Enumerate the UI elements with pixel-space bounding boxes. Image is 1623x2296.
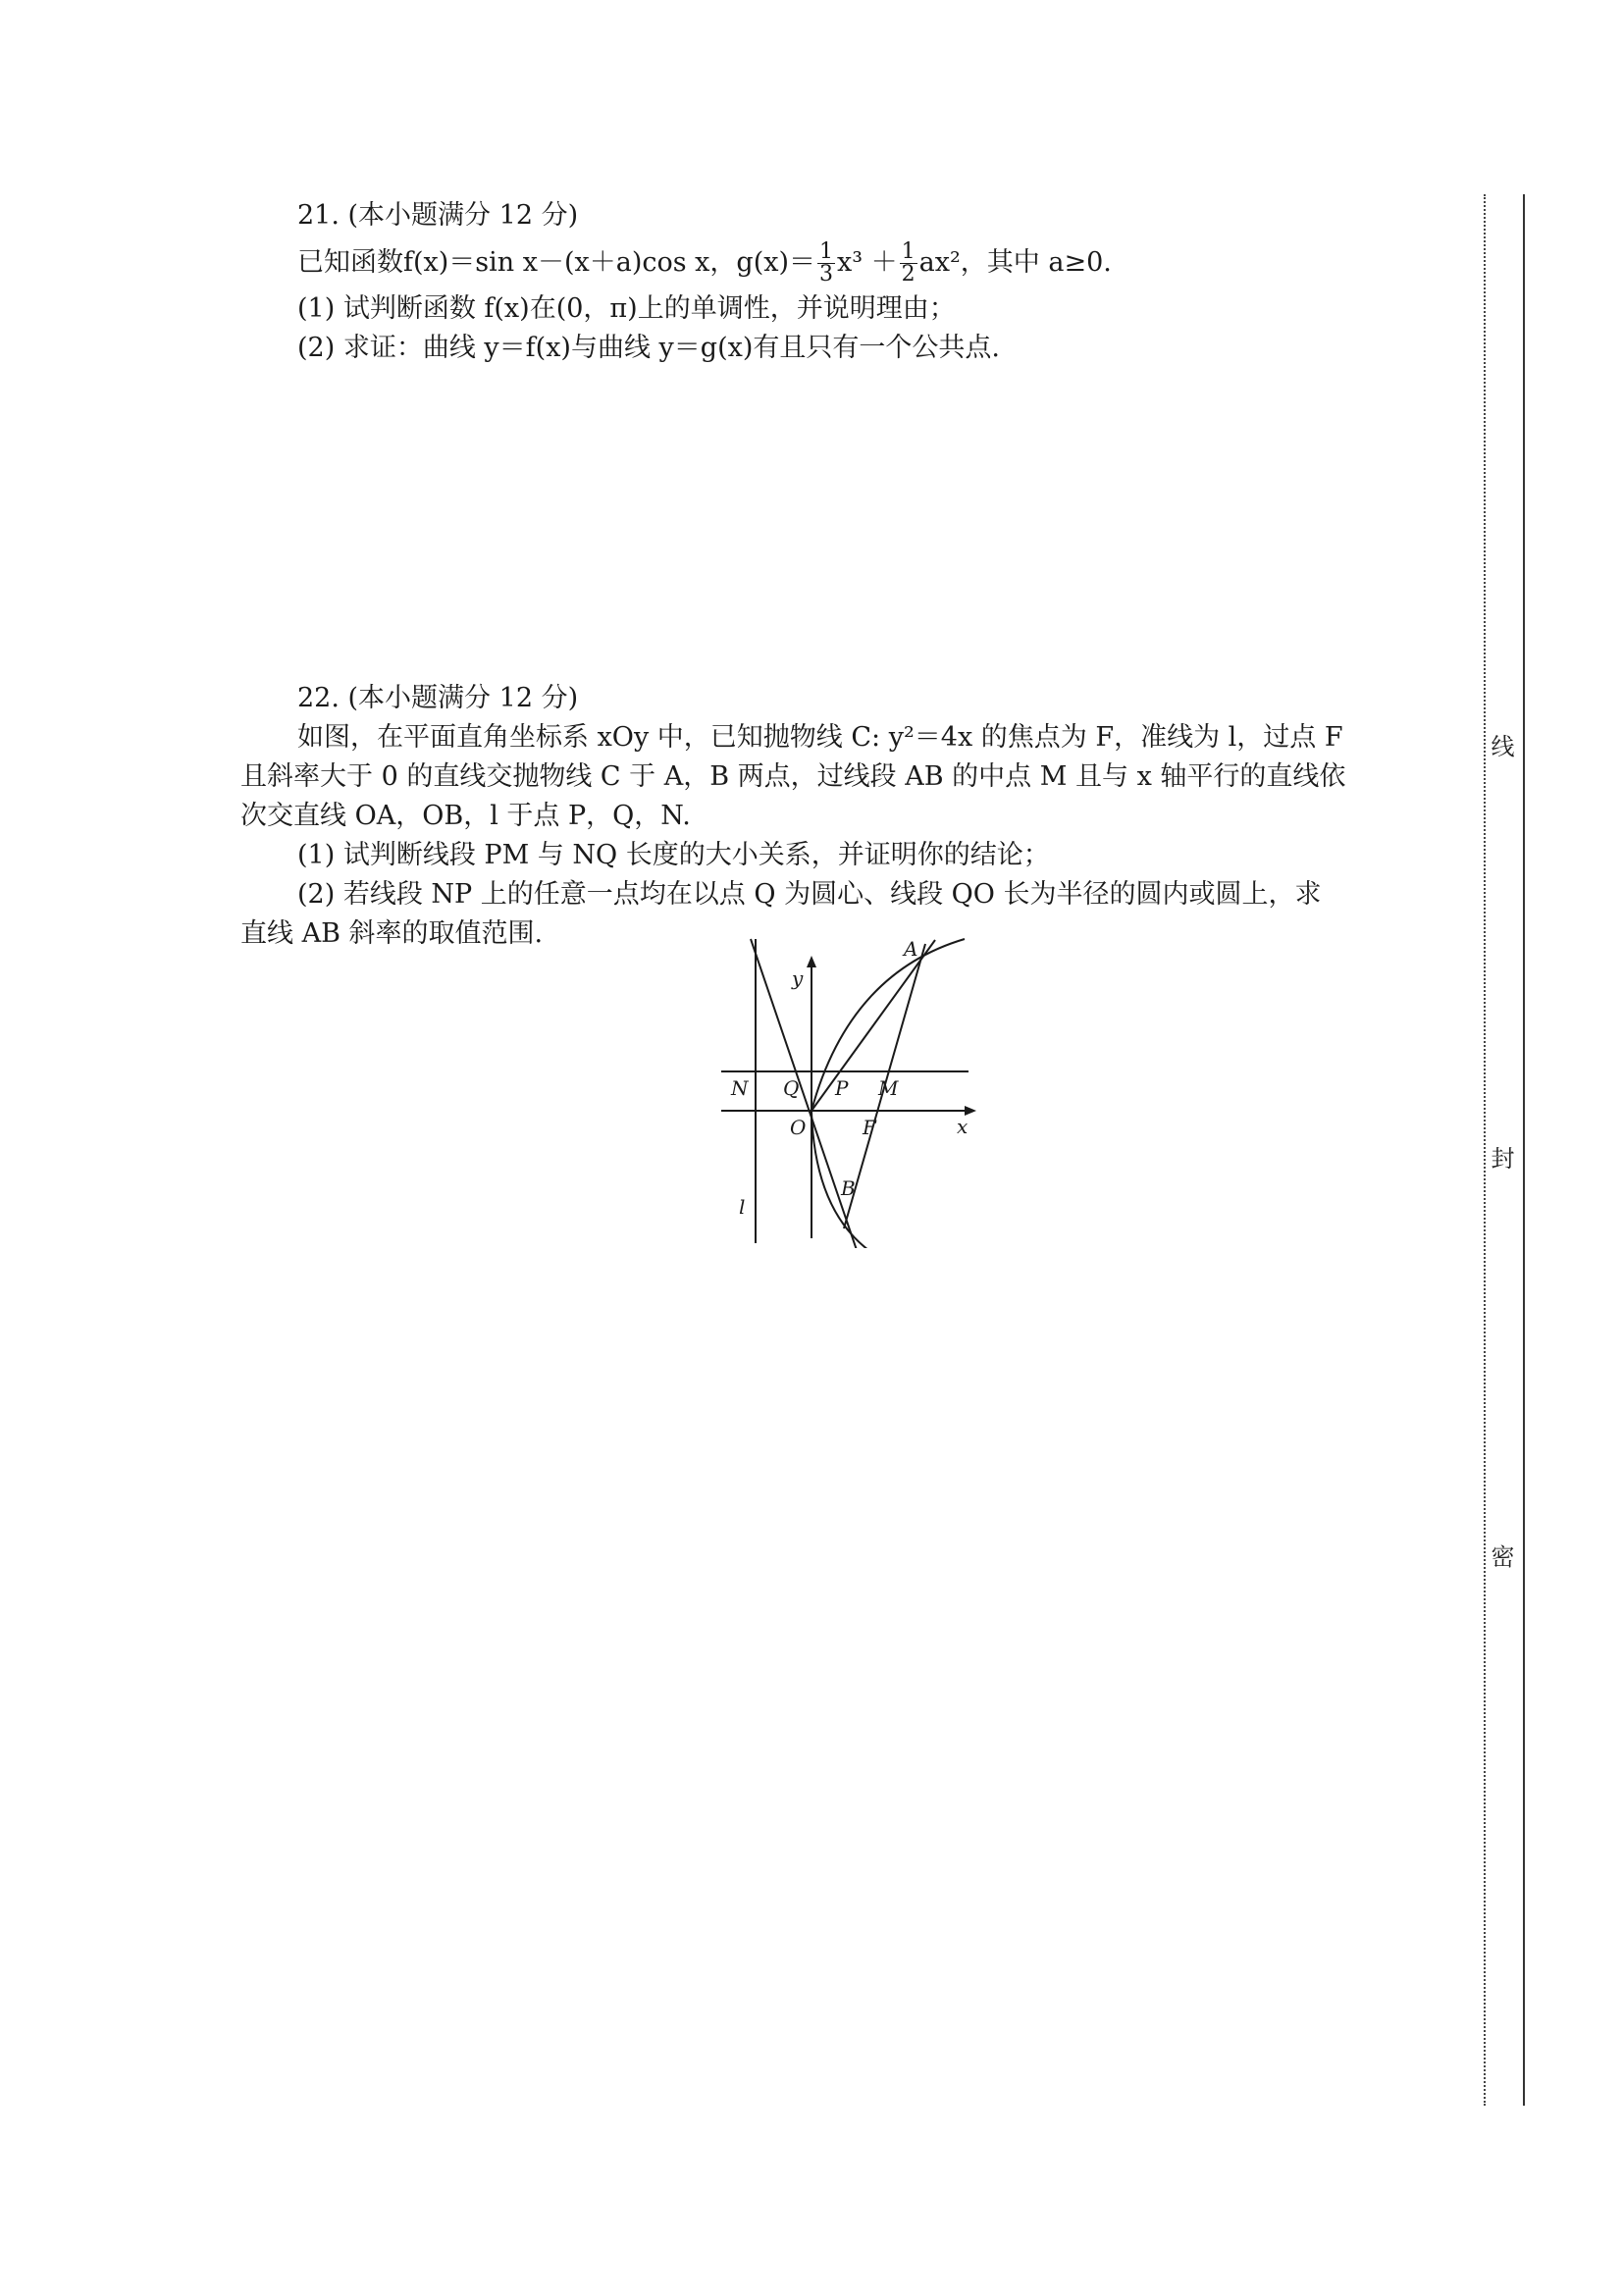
frac1-den: 3 bbox=[819, 262, 833, 287]
q21-header: 21. (本小题满分 12 分) bbox=[297, 200, 579, 231]
q22-part1: (1) 试判断线段 PM 与 NQ 长度的大小关系，并证明你的结论； bbox=[297, 840, 1050, 870]
q22-header: 22. (本小题满分 12 分) bbox=[297, 683, 579, 713]
line-OA bbox=[812, 940, 935, 1111]
q21-stem-x3: x³ ＋ bbox=[837, 247, 898, 278]
label-M: M bbox=[878, 1076, 899, 1100]
fraction-one-third bbox=[817, 241, 835, 286]
fraction-one-half bbox=[900, 241, 917, 286]
label-N: N bbox=[731, 1076, 749, 1100]
q22-line3: 次交直线 OA，OB，l 于点 P，Q，N. bbox=[240, 801, 691, 831]
label-A: A bbox=[904, 937, 918, 961]
label-Q: Q bbox=[783, 1076, 800, 1100]
margin-char-mi: 密 bbox=[1487, 1544, 1514, 1568]
frac1-num: 1 bbox=[819, 239, 833, 264]
q22-line1: 如图，在平面直角坐标系 xOy 中，已知抛物线 C: y²＝4x 的焦点为 F，准线为 l，过点 F bbox=[297, 722, 1343, 753]
label-x: x bbox=[957, 1115, 969, 1138]
label-F: F bbox=[863, 1116, 876, 1139]
q22-part2-a: (2) 若线段 NP 上的任意一点均在以点 Q 为圆心、线段 QO 长为半径的圆内或圆上，求 bbox=[297, 879, 1322, 910]
label-P: P bbox=[835, 1076, 849, 1100]
margin-char-xian: 线 bbox=[1487, 734, 1514, 757]
q21-part1: (1) 试判断函数 f(x)在(0，π)上的单调性，并说明理由； bbox=[297, 293, 956, 324]
y-axis-arrow bbox=[807, 956, 816, 967]
question-21 bbox=[240, 196, 1398, 368]
q21-stem-f: f(x)＝sin x－(x＋a)cos x，g(x)＝ bbox=[403, 247, 815, 278]
margin-char-feng: 封 bbox=[1487, 1146, 1514, 1170]
label-l: l bbox=[739, 1195, 746, 1219]
frac2-den: 2 bbox=[901, 262, 916, 287]
label-O: O bbox=[790, 1116, 807, 1139]
label-B: B bbox=[841, 1176, 856, 1200]
binding-solid-line bbox=[1523, 194, 1525, 2106]
q22-line2: 且斜率大于 0 的直线交抛物线 C 于 A，B 两点，过线段 AB 的中点 M 且与 x 轴平行的直线依 bbox=[240, 761, 1346, 792]
label-y: y bbox=[792, 966, 804, 990]
q21-stem bbox=[240, 241, 1398, 286]
q21-stem-tail: ax²，其中 a≥0. bbox=[918, 247, 1112, 278]
parabola-figure bbox=[711, 934, 976, 1248]
q21-stem-pre: 已知函数 bbox=[297, 247, 403, 278]
q22-part2-b: 直线 AB 斜率的取值范围. bbox=[240, 918, 544, 949]
frac2-num: 1 bbox=[901, 239, 916, 264]
q21-part2: (2) 求证：曲线 y＝f(x)与曲线 y＝g(x)有且只有一个公共点. bbox=[297, 333, 1000, 363]
question-22 bbox=[240, 679, 1398, 954]
